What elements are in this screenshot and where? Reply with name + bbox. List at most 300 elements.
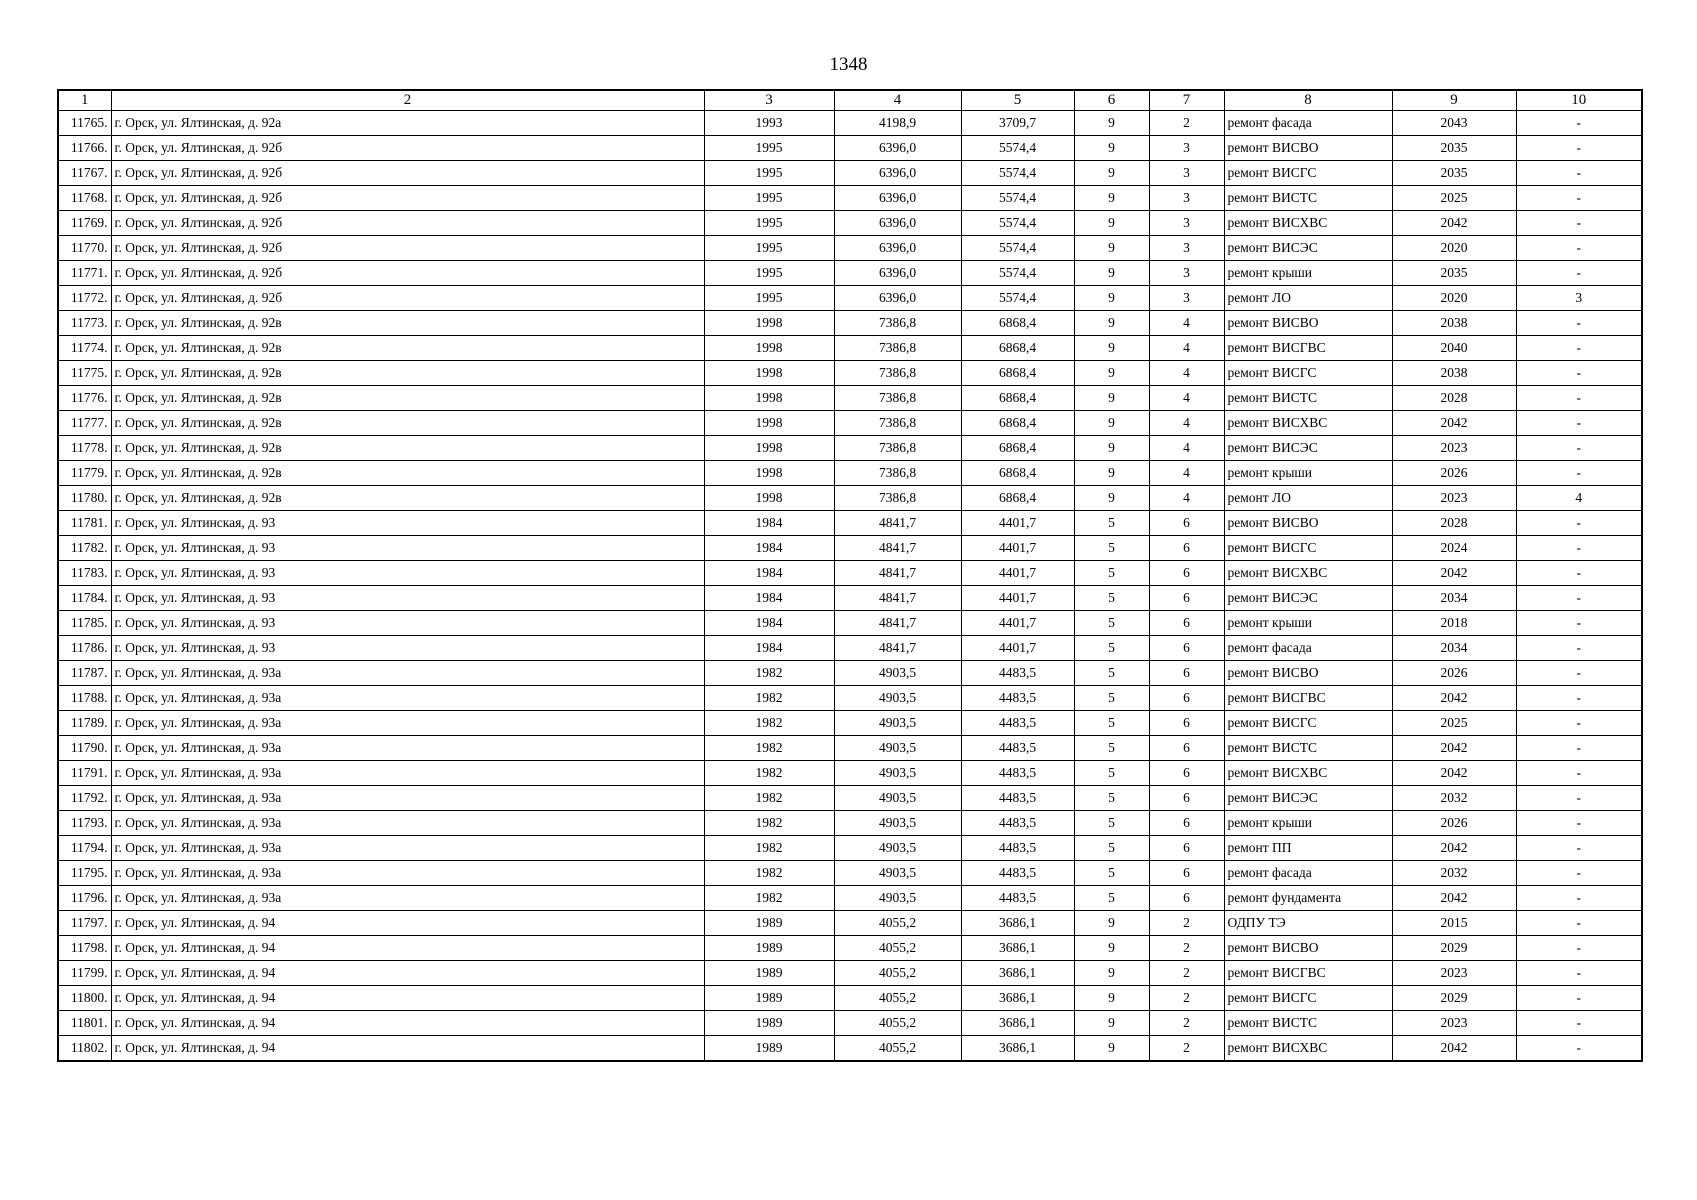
table-row <box>58 561 1642 586</box>
planned-year-cell: 2035 <box>1392 261 1516 286</box>
work-type-cell: ремонт ВИСЭС <box>1224 786 1392 811</box>
entrances-cell: 6 <box>1149 686 1224 711</box>
planned-year-cell: 2034 <box>1392 586 1516 611</box>
row-number-cell: 11778. <box>58 436 111 461</box>
planned-year-cell: 2040 <box>1392 336 1516 361</box>
entrances-cell: 2 <box>1149 936 1224 961</box>
column-header: 9 <box>1392 90 1516 111</box>
row-number-cell: 11788. <box>58 686 111 711</box>
column-header: 2 <box>111 90 704 111</box>
total-area-cell: 4055,2 <box>834 1036 961 1062</box>
row-number-cell: 11775. <box>58 361 111 386</box>
row-number-cell: 11771. <box>58 261 111 286</box>
note-cell: - <box>1516 836 1642 861</box>
table-row <box>58 711 1642 736</box>
living-area-cell: 6868,4 <box>961 361 1074 386</box>
floors-cell: 9 <box>1074 386 1149 411</box>
note-cell: - <box>1516 411 1642 436</box>
planned-year-cell: 2028 <box>1392 511 1516 536</box>
entrances-cell: 6 <box>1149 661 1224 686</box>
floors-cell: 5 <box>1074 686 1149 711</box>
note-cell: - <box>1516 211 1642 236</box>
year-cell: 1998 <box>704 411 834 436</box>
work-type-cell: ремонт ВИСТС <box>1224 1011 1392 1036</box>
entrances-cell: 6 <box>1149 886 1224 911</box>
year-cell: 1998 <box>704 486 834 511</box>
living-area-cell: 4401,7 <box>961 536 1074 561</box>
row-number-cell: 11795. <box>58 861 111 886</box>
living-area-cell: 6868,4 <box>961 411 1074 436</box>
total-area-cell: 4903,5 <box>834 886 961 911</box>
floors-cell: 5 <box>1074 761 1149 786</box>
living-area-cell: 4483,5 <box>961 711 1074 736</box>
planned-year-cell: 2042 <box>1392 211 1516 236</box>
address-cell: г. Орск, ул. Ялтинская, д. 93а <box>111 736 704 761</box>
address-cell: г. Орск, ул. Ялтинская, д. 92б <box>111 286 704 311</box>
address-cell: г. Орск, ул. Ялтинская, д. 93 <box>111 536 704 561</box>
work-type-cell: ремонт ВИСВО <box>1224 936 1392 961</box>
work-type-cell: ремонт ПП <box>1224 836 1392 861</box>
work-type-cell: ремонт ВИСВО <box>1224 311 1392 336</box>
total-area-cell: 4841,7 <box>834 636 961 661</box>
address-cell: г. Орск, ул. Ялтинская, д. 93а <box>111 861 704 886</box>
address-cell: г. Орск, ул. Ялтинская, д. 93а <box>111 761 704 786</box>
note-cell: - <box>1516 236 1642 261</box>
table-row <box>58 911 1642 936</box>
note-cell: - <box>1516 636 1642 661</box>
total-area-cell: 6396,0 <box>834 286 961 311</box>
total-area-cell: 7386,8 <box>834 461 961 486</box>
planned-year-cell: 2024 <box>1392 536 1516 561</box>
table-row <box>58 786 1642 811</box>
total-area-cell: 4198,9 <box>834 111 961 136</box>
work-type-cell: ремонт ВИСХВС <box>1224 561 1392 586</box>
work-type-cell: ремонт ВИСГВС <box>1224 336 1392 361</box>
total-area-cell: 6396,0 <box>834 211 961 236</box>
floors-cell: 9 <box>1074 336 1149 361</box>
work-type-cell: ремонт ВИСГС <box>1224 536 1392 561</box>
total-area-cell: 4055,2 <box>834 986 961 1011</box>
table-row <box>58 536 1642 561</box>
address-cell: г. Орск, ул. Ялтинская, д. 92б <box>111 186 704 211</box>
entrances-cell: 4 <box>1149 486 1224 511</box>
note-cell: - <box>1516 586 1642 611</box>
column-header: 6 <box>1074 90 1149 111</box>
column-header: 7 <box>1149 90 1224 111</box>
work-type-cell: ремонт ВИСГС <box>1224 361 1392 386</box>
table-row <box>58 936 1642 961</box>
work-type-cell: ремонт ВИСХВС <box>1224 411 1392 436</box>
year-cell: 1998 <box>704 311 834 336</box>
address-cell: г. Орск, ул. Ялтинская, д. 92в <box>111 436 704 461</box>
row-number-cell: 11801. <box>58 1011 111 1036</box>
total-area-cell: 7386,8 <box>834 336 961 361</box>
total-area-cell: 6396,0 <box>834 186 961 211</box>
note-cell: - <box>1516 686 1642 711</box>
entrances-cell: 6 <box>1149 736 1224 761</box>
entrances-cell: 4 <box>1149 311 1224 336</box>
note-cell: - <box>1516 186 1642 211</box>
total-area-cell: 4055,2 <box>834 1011 961 1036</box>
year-cell: 1998 <box>704 386 834 411</box>
row-number-cell: 11773. <box>58 311 111 336</box>
planned-year-cell: 2042 <box>1392 411 1516 436</box>
row-number-cell: 11791. <box>58 761 111 786</box>
address-cell: г. Орск, ул. Ялтинская, д. 92а <box>111 111 704 136</box>
planned-year-cell: 2028 <box>1392 386 1516 411</box>
entrances-cell: 6 <box>1149 861 1224 886</box>
total-area-cell: 7386,8 <box>834 386 961 411</box>
table-row <box>58 436 1642 461</box>
planned-year-cell: 2025 <box>1392 711 1516 736</box>
row-number-cell: 11783. <box>58 561 111 586</box>
planned-year-cell: 2038 <box>1392 311 1516 336</box>
work-type-cell: ремонт ВИСВО <box>1224 661 1392 686</box>
table-row <box>58 961 1642 986</box>
total-area-cell: 4055,2 <box>834 961 961 986</box>
year-cell: 1998 <box>704 336 834 361</box>
living-area-cell: 6868,4 <box>961 311 1074 336</box>
work-type-cell: ремонт фасада <box>1224 861 1392 886</box>
column-header: 5 <box>961 90 1074 111</box>
note-cell: - <box>1516 811 1642 836</box>
row-number-cell: 11787. <box>58 661 111 686</box>
note-cell: - <box>1516 111 1642 136</box>
year-cell: 1989 <box>704 986 834 1011</box>
total-area-cell: 4055,2 <box>834 936 961 961</box>
year-cell: 1982 <box>704 786 834 811</box>
address-cell: г. Орск, ул. Ялтинская, д. 92б <box>111 211 704 236</box>
floors-cell: 9 <box>1074 186 1149 211</box>
year-cell: 1982 <box>704 836 834 861</box>
floors-cell: 9 <box>1074 986 1149 1011</box>
entrances-cell: 4 <box>1149 386 1224 411</box>
total-area-cell: 4841,7 <box>834 511 961 536</box>
address-cell: г. Орск, ул. Ялтинская, д. 94 <box>111 961 704 986</box>
note-cell: - <box>1516 461 1642 486</box>
row-number-cell: 11767. <box>58 161 111 186</box>
table-row <box>58 286 1642 311</box>
entrances-cell: 6 <box>1149 811 1224 836</box>
planned-year-cell: 2025 <box>1392 186 1516 211</box>
column-header: 10 <box>1516 90 1642 111</box>
note-cell: - <box>1516 161 1642 186</box>
planned-year-cell: 2020 <box>1392 236 1516 261</box>
note-cell: - <box>1516 361 1642 386</box>
year-cell: 1989 <box>704 936 834 961</box>
table-row <box>58 186 1642 211</box>
row-number-cell: 11782. <box>58 536 111 561</box>
table-row <box>58 361 1642 386</box>
address-cell: г. Орск, ул. Ялтинская, д. 92в <box>111 386 704 411</box>
row-number-cell: 11799. <box>58 961 111 986</box>
table-row <box>58 586 1642 611</box>
living-area-cell: 4483,5 <box>961 861 1074 886</box>
living-area-cell: 6868,4 <box>961 336 1074 361</box>
floors-cell: 5 <box>1074 786 1149 811</box>
row-number-cell: 11800. <box>58 986 111 1011</box>
note-cell: - <box>1516 536 1642 561</box>
work-type-cell: ремонт ВИСГС <box>1224 161 1392 186</box>
row-number-cell: 11798. <box>58 936 111 961</box>
work-type-cell: ремонт ВИСВО <box>1224 136 1392 161</box>
year-cell: 1995 <box>704 211 834 236</box>
planned-year-cell: 2042 <box>1392 761 1516 786</box>
floors-cell: 9 <box>1074 1036 1149 1062</box>
address-cell: г. Орск, ул. Ялтинская, д. 94 <box>111 1036 704 1062</box>
planned-year-cell: 2018 <box>1392 611 1516 636</box>
table-row <box>58 736 1642 761</box>
entrances-cell: 4 <box>1149 411 1224 436</box>
planned-year-cell: 2042 <box>1392 886 1516 911</box>
table-row <box>58 1011 1642 1036</box>
year-cell: 1982 <box>704 711 834 736</box>
planned-year-cell: 2023 <box>1392 436 1516 461</box>
total-area-cell: 4903,5 <box>834 711 961 736</box>
header-row <box>58 90 1642 111</box>
address-cell: г. Орск, ул. Ялтинская, д. 94 <box>111 1011 704 1036</box>
living-area-cell: 5574,4 <box>961 286 1074 311</box>
table-row <box>58 161 1642 186</box>
work-type-cell: ремонт ВИСГС <box>1224 711 1392 736</box>
year-cell: 1982 <box>704 761 834 786</box>
address-cell: г. Орск, ул. Ялтинская, д. 93 <box>111 611 704 636</box>
year-cell: 1984 <box>704 536 834 561</box>
planned-year-cell: 2029 <box>1392 986 1516 1011</box>
row-number-cell: 11766. <box>58 136 111 161</box>
total-area-cell: 7386,8 <box>834 311 961 336</box>
entrances-cell: 3 <box>1149 211 1224 236</box>
floors-cell: 5 <box>1074 636 1149 661</box>
address-cell: г. Орск, ул. Ялтинская, д. 92в <box>111 311 704 336</box>
address-cell: г. Орск, ул. Ялтинская, д. 92в <box>111 336 704 361</box>
table-row <box>58 461 1642 486</box>
floors-cell: 9 <box>1074 936 1149 961</box>
row-number-cell: 11781. <box>58 511 111 536</box>
work-type-cell: ремонт фасада <box>1224 111 1392 136</box>
living-area-cell: 5574,4 <box>961 236 1074 261</box>
total-area-cell: 4903,5 <box>834 761 961 786</box>
work-type-cell: ремонт ЛО <box>1224 486 1392 511</box>
column-header: 3 <box>704 90 834 111</box>
table-row <box>58 411 1642 436</box>
entrances-cell: 3 <box>1149 186 1224 211</box>
total-area-cell: 4903,5 <box>834 861 961 886</box>
entrances-cell: 6 <box>1149 536 1224 561</box>
floors-cell: 5 <box>1074 561 1149 586</box>
year-cell: 1984 <box>704 561 834 586</box>
address-cell: г. Орск, ул. Ялтинская, д. 92б <box>111 261 704 286</box>
address-cell: г. Орск, ул. Ялтинская, д. 93а <box>111 886 704 911</box>
planned-year-cell: 2029 <box>1392 936 1516 961</box>
row-number-cell: 11797. <box>58 911 111 936</box>
row-number-cell: 11785. <box>58 611 111 636</box>
total-area-cell: 4903,5 <box>834 786 961 811</box>
table-row <box>58 236 1642 261</box>
year-cell: 1984 <box>704 586 834 611</box>
address-cell: г. Орск, ул. Ялтинская, д. 93 <box>111 636 704 661</box>
table-row <box>58 1036 1642 1062</box>
address-cell: г. Орск, ул. Ялтинская, д. 94 <box>111 986 704 1011</box>
work-type-cell: ремонт ВИСХВС <box>1224 1036 1392 1062</box>
entrances-cell: 6 <box>1149 636 1224 661</box>
floors-cell: 9 <box>1074 161 1149 186</box>
address-cell: г. Орск, ул. Ялтинская, д. 93а <box>111 711 704 736</box>
entrances-cell: 3 <box>1149 286 1224 311</box>
table-row <box>58 611 1642 636</box>
note-cell: - <box>1516 661 1642 686</box>
year-cell: 1995 <box>704 161 834 186</box>
table-row <box>58 686 1642 711</box>
living-area-cell: 4483,5 <box>961 811 1074 836</box>
living-area-cell: 3686,1 <box>961 961 1074 986</box>
total-area-cell: 6396,0 <box>834 136 961 161</box>
floors-cell: 9 <box>1074 236 1149 261</box>
entrances-cell: 2 <box>1149 1036 1224 1062</box>
entrances-cell: 6 <box>1149 761 1224 786</box>
note-cell: - <box>1516 786 1642 811</box>
total-area-cell: 6396,0 <box>834 161 961 186</box>
row-number-cell: 11768. <box>58 186 111 211</box>
row-number-cell: 11776. <box>58 386 111 411</box>
floors-cell: 9 <box>1074 411 1149 436</box>
planned-year-cell: 2035 <box>1392 161 1516 186</box>
table-row <box>58 811 1642 836</box>
living-area-cell: 4401,7 <box>961 636 1074 661</box>
address-cell: г. Орск, ул. Ялтинская, д. 93а <box>111 786 704 811</box>
planned-year-cell: 2023 <box>1392 961 1516 986</box>
year-cell: 1998 <box>704 461 834 486</box>
floors-cell: 9 <box>1074 136 1149 161</box>
table-row <box>58 386 1642 411</box>
address-cell: г. Орск, ул. Ялтинская, д. 92в <box>111 486 704 511</box>
column-header: 8 <box>1224 90 1392 111</box>
row-number-cell: 11793. <box>58 811 111 836</box>
work-type-cell: ремонт ВИСГС <box>1224 986 1392 1011</box>
living-area-cell: 6868,4 <box>961 386 1074 411</box>
note-cell: 4 <box>1516 486 1642 511</box>
planned-year-cell: 2026 <box>1392 461 1516 486</box>
year-cell: 1993 <box>704 111 834 136</box>
entrances-cell: 6 <box>1149 786 1224 811</box>
work-type-cell: ремонт ВИСЭС <box>1224 436 1392 461</box>
total-area-cell: 7386,8 <box>834 486 961 511</box>
living-area-cell: 4483,5 <box>961 786 1074 811</box>
entrances-cell: 4 <box>1149 461 1224 486</box>
table-row <box>58 136 1642 161</box>
row-number-cell: 11772. <box>58 286 111 311</box>
year-cell: 1998 <box>704 361 834 386</box>
table-row <box>58 886 1642 911</box>
note-cell: - <box>1516 436 1642 461</box>
note-cell: - <box>1516 711 1642 736</box>
address-cell: г. Орск, ул. Ялтинская, д. 93а <box>111 811 704 836</box>
total-area-cell: 7386,8 <box>834 436 961 461</box>
year-cell: 1982 <box>704 661 834 686</box>
floors-cell: 9 <box>1074 211 1149 236</box>
note-cell: - <box>1516 1036 1642 1062</box>
total-area-cell: 4841,7 <box>834 586 961 611</box>
work-type-cell: ремонт ВИСГВС <box>1224 686 1392 711</box>
work-type-cell: ремонт ВИСЭС <box>1224 236 1392 261</box>
year-cell: 1998 <box>704 436 834 461</box>
living-area-cell: 4401,7 <box>961 511 1074 536</box>
year-cell: 1995 <box>704 236 834 261</box>
address-cell: г. Орск, ул. Ялтинская, д. 92б <box>111 236 704 261</box>
floors-cell: 5 <box>1074 811 1149 836</box>
note-cell: - <box>1516 136 1642 161</box>
note-cell: - <box>1516 1011 1642 1036</box>
note-cell: 3 <box>1516 286 1642 311</box>
row-number-cell: 11779. <box>58 461 111 486</box>
living-area-cell: 4401,7 <box>961 586 1074 611</box>
total-area-cell: 4903,5 <box>834 811 961 836</box>
living-area-cell: 3686,1 <box>961 1011 1074 1036</box>
living-area-cell: 5574,4 <box>961 136 1074 161</box>
floors-cell: 5 <box>1074 661 1149 686</box>
table-row <box>58 336 1642 361</box>
column-header: 1 <box>58 90 111 111</box>
planned-year-cell: 2023 <box>1392 486 1516 511</box>
living-area-cell: 3686,1 <box>961 986 1074 1011</box>
note-cell: - <box>1516 336 1642 361</box>
living-area-cell: 3686,1 <box>961 911 1074 936</box>
work-type-cell: ремонт крыши <box>1224 261 1392 286</box>
entrances-cell: 6 <box>1149 711 1224 736</box>
entrances-cell: 3 <box>1149 136 1224 161</box>
address-cell: г. Орск, ул. Ялтинская, д. 93 <box>111 561 704 586</box>
floors-cell: 9 <box>1074 286 1149 311</box>
planned-year-cell: 2015 <box>1392 911 1516 936</box>
planned-year-cell: 2042 <box>1392 686 1516 711</box>
work-type-cell: ремонт ВИСХВС <box>1224 761 1392 786</box>
living-area-cell: 3686,1 <box>961 936 1074 961</box>
note-cell: - <box>1516 511 1642 536</box>
living-area-cell: 4483,5 <box>961 761 1074 786</box>
floors-cell: 9 <box>1074 261 1149 286</box>
note-cell: - <box>1516 311 1642 336</box>
note-cell: - <box>1516 261 1642 286</box>
note-cell: - <box>1516 561 1642 586</box>
planned-year-cell: 2042 <box>1392 561 1516 586</box>
entrances-cell: 4 <box>1149 336 1224 361</box>
total-area-cell: 4903,5 <box>834 736 961 761</box>
entrances-cell: 6 <box>1149 511 1224 536</box>
year-cell: 1989 <box>704 961 834 986</box>
work-type-cell: ремонт крыши <box>1224 811 1392 836</box>
row-number-cell: 11802. <box>58 1036 111 1062</box>
note-cell: - <box>1516 986 1642 1011</box>
work-type-cell: ремонт ВИСЭС <box>1224 586 1392 611</box>
address-cell: г. Орск, ул. Ялтинская, д. 93а <box>111 686 704 711</box>
entrances-cell: 6 <box>1149 586 1224 611</box>
work-type-cell: ремонт ЛО <box>1224 286 1392 311</box>
living-area-cell: 5574,4 <box>961 211 1074 236</box>
row-number-cell: 11786. <box>58 636 111 661</box>
living-area-cell: 5574,4 <box>961 186 1074 211</box>
table-row <box>58 311 1642 336</box>
living-area-cell: 6868,4 <box>961 461 1074 486</box>
living-area-cell: 6868,4 <box>961 436 1074 461</box>
note-cell: - <box>1516 886 1642 911</box>
floors-cell: 9 <box>1074 911 1149 936</box>
year-cell: 1982 <box>704 886 834 911</box>
work-type-cell: ремонт крыши <box>1224 461 1392 486</box>
address-cell: г. Орск, ул. Ялтинская, д. 93а <box>111 836 704 861</box>
row-number-cell: 11769. <box>58 211 111 236</box>
planned-year-cell: 2023 <box>1392 1011 1516 1036</box>
entrances-cell: 2 <box>1149 911 1224 936</box>
